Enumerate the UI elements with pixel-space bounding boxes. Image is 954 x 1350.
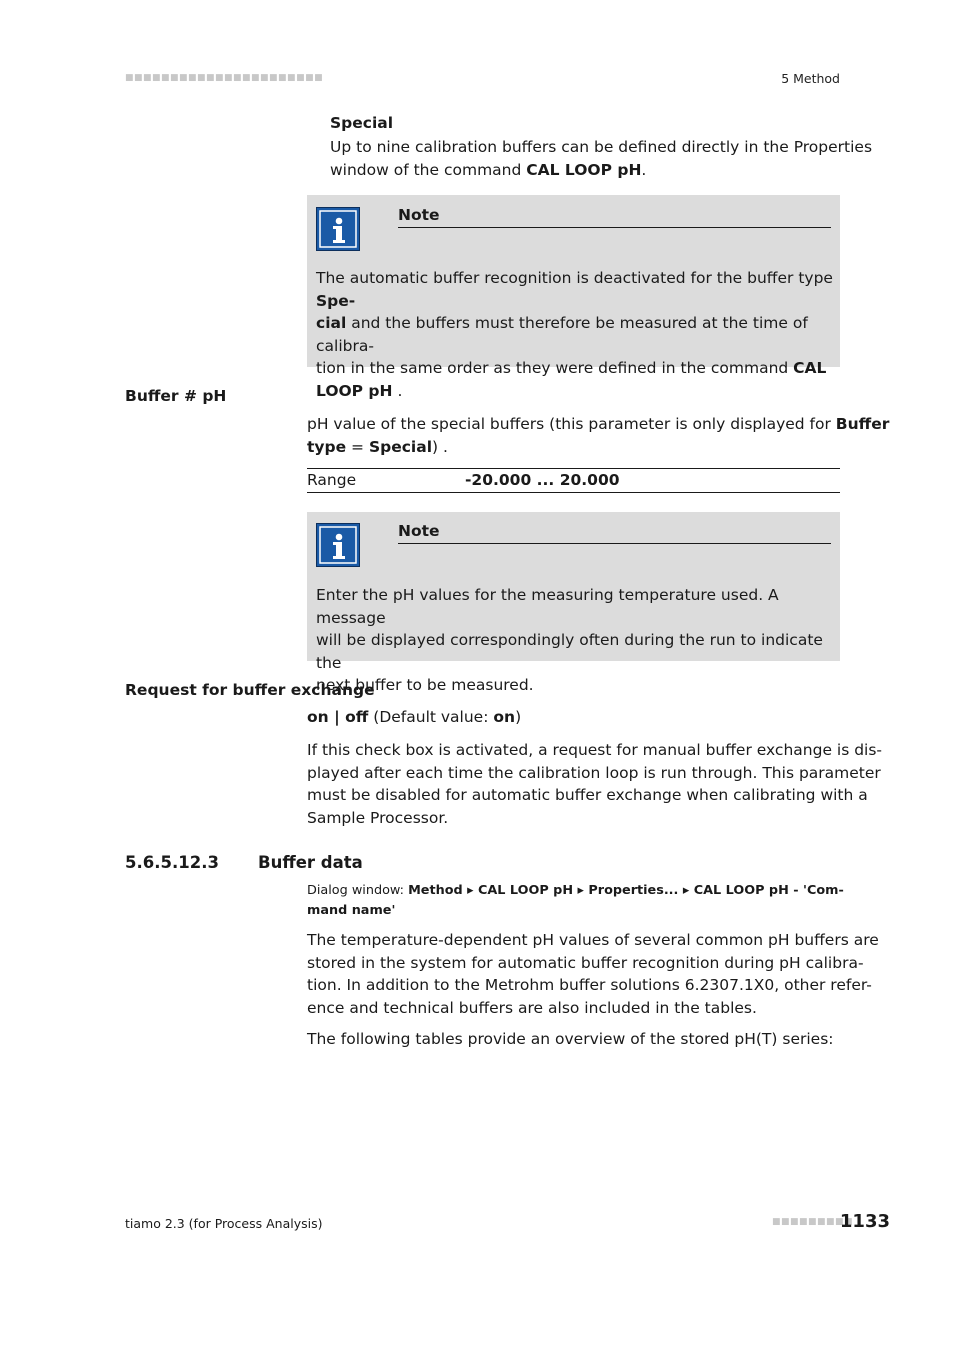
special-text-line: Up to nine calibration buffers can be defined directly in the Properties (330, 138, 873, 156)
text-run: Dialog window: (307, 883, 409, 898)
text-run: on (493, 708, 516, 726)
text-line: stored in the system for automatic buffer recognition during pH calibra- (307, 953, 864, 972)
text-line (307, 436, 889, 459)
section-number: 5.6.5.12.3 (125, 853, 219, 872)
text-run: type (307, 437, 347, 456)
note-text-line (316, 267, 836, 312)
text-run: (Default value: (368, 708, 494, 726)
range-value: -20.000 ... 20.000 (465, 471, 620, 489)
text-run: Buffer (835, 415, 890, 433)
text-line: tion. In addition to the Metrohm buffer solutions 6.2307.1X0, other refer- (307, 976, 872, 994)
text-run: Method ▸ CAL LOOP pH ▸ Properties... ▸ CAL LOOP pH - 'Com- (408, 883, 844, 898)
note-text (316, 267, 836, 402)
text-run: window of the command (330, 160, 527, 179)
special-text (330, 136, 872, 181)
note-title: Note (398, 522, 440, 540)
note-box (307, 512, 840, 694)
text-line: ence and technical buffers are also included in the tables. (307, 998, 757, 1017)
text-run: on | off (307, 708, 369, 726)
header-decoration: ■■■■■■■■■■■■■■■■■■■■■■ (125, 73, 324, 83)
note-text-line: Enter the pH values for the measuring temperature used. A message (316, 586, 779, 627)
footer-product: tiamo 2.3 (for Process Analysis) (125, 1216, 323, 1231)
section-text (307, 929, 879, 1019)
note-text-line (316, 357, 836, 380)
note-text (316, 584, 836, 697)
note-title: Note (398, 206, 440, 224)
text-run: cial (316, 314, 347, 332)
dialog-path-line (307, 881, 844, 901)
buffer-ph-text (307, 413, 889, 458)
range-bottom-rule (307, 492, 840, 493)
text-run: = (346, 437, 369, 456)
request-heading: Request for buffer exchange (125, 681, 375, 699)
text-run: tion in the same order as they were defined in the command (316, 359, 794, 377)
note-text-line (316, 380, 836, 403)
request-options (307, 708, 521, 726)
page-number: 1133 (839, 1211, 890, 1232)
note-box (307, 195, 840, 400)
request-text (307, 739, 882, 829)
dialog-path (307, 881, 844, 921)
range-label: Range (307, 471, 357, 489)
text-run: The automatic buffer recognition is deactivated for the buffer type (316, 269, 833, 287)
info-icon (316, 523, 360, 567)
text-line (307, 413, 889, 436)
text-run: pH value of the special buffers (this parameter is only displayed for (307, 415, 836, 433)
text-run: ) . (432, 437, 448, 456)
note-divider (398, 543, 831, 544)
text-line: must be disabled for automatic buffer exchange when calibrating with a (307, 786, 868, 804)
text-line: If this check box is activated, a request for manual buffer exchange is dis- (307, 741, 883, 759)
text-line: Sample Processor. (307, 808, 449, 827)
note-divider (398, 227, 831, 228)
chapter-label: 5 Method (781, 71, 840, 86)
text-run: LOOP pH (316, 381, 393, 400)
text-run: CAL (793, 359, 827, 377)
text-run: ) (515, 708, 522, 726)
text-line: The temperature-dependent pH values of several common pH buffers are (307, 931, 879, 949)
section-text-end: The following tables provide an overview of the stored pH(T) series: (307, 1030, 834, 1048)
text-run: and the buffers must therefore be measured at the time of calibra- (316, 314, 808, 355)
dialog-path-line: mand name' (307, 903, 396, 918)
text-line: played after each time the calibration loop is run through. This parameter (307, 763, 881, 782)
text-run: Spe- (316, 291, 356, 310)
range-top-rule (307, 468, 840, 469)
section-title: Buffer data (258, 853, 363, 872)
footer-decoration: ■■■■■■■■■ (772, 1217, 854, 1227)
buffer-ph-heading: Buffer # pH (125, 387, 227, 405)
note-text-line: next buffer to be measured. (316, 676, 534, 694)
note-text-line: will be displayed correspondingly often during the run to indicate the (316, 631, 823, 672)
info-icon (316, 207, 360, 251)
text-run: Special (368, 437, 433, 456)
special-text-line (330, 159, 872, 182)
text-run: . (641, 160, 647, 179)
special-heading: Special (330, 114, 394, 132)
note-text-line (316, 312, 836, 357)
text-run: . (392, 381, 403, 400)
command-name: CAL LOOP pH (526, 160, 642, 179)
